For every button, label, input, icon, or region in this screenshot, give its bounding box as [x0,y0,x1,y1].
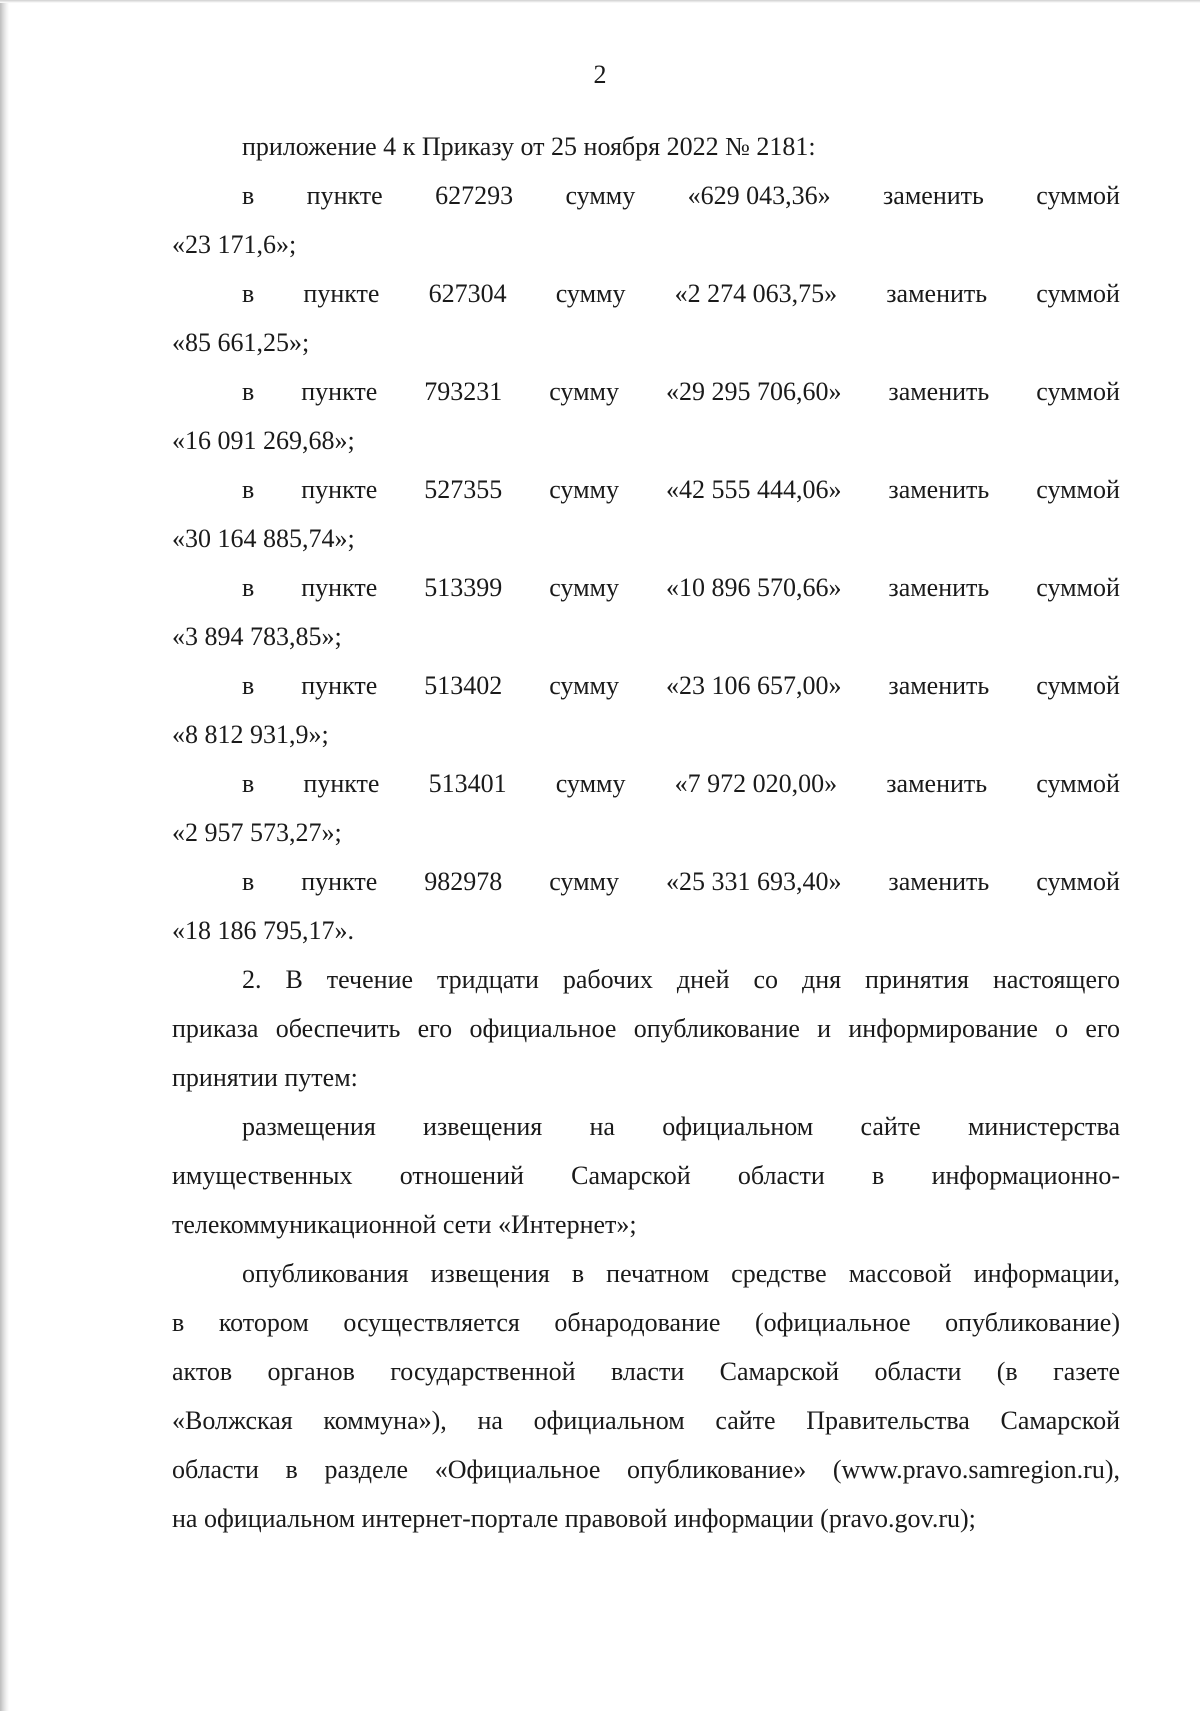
word-v: в [242,671,255,700]
amendment-entry [172,465,1120,563]
word-summu: сумму [555,279,626,308]
word-summoi: суммой [1036,377,1120,406]
amendment-line [172,367,1120,416]
old-sum: «10 896 570,66» [665,573,842,602]
word-punkte: пункте [301,377,378,406]
amendment-entry [172,367,1120,465]
word-punkte: пункте [303,769,380,798]
amendment-line [172,661,1120,710]
text-line: имущественных отношений Самарской области в информационно- [172,1161,1120,1190]
amendment-line [172,563,1120,612]
amendment-entry [172,269,1120,367]
amendment-line [172,857,1120,906]
new-sum: «8 812 931,9»; [172,720,329,749]
word-v: в [242,867,255,896]
page-number: 2 [593,60,607,89]
new-sum: «85 661,25»; [172,328,310,357]
new-sum: «23 171,6»; [172,230,297,259]
new-sum: «2 957 573,27»; [172,818,342,847]
new-sum: «3 894 783,85»; [172,622,342,651]
old-sum: «23 106 657,00» [665,671,842,700]
new-sum: «18 186 795,17». [172,916,354,945]
word-v: в [242,279,255,308]
word-zamenit: заменить [888,573,990,602]
word-summu: сумму [549,671,619,700]
text-line: принятии путем: [172,1063,358,1092]
item-number: 982978 [424,867,503,896]
word-summoi: суммой [1036,769,1120,798]
amendment-line [172,465,1120,514]
amendment-entry [172,661,1120,759]
word-v: в [242,573,255,602]
word-punkte: пункте [303,279,380,308]
word-zamenit: заменить [886,769,988,798]
word-summoi: суммой [1036,671,1120,700]
word-punkte: пункте [306,181,383,210]
text-line: 2. В течение тридцати рабочих дней со дня принятия настоящего [242,965,1120,994]
amendment-entry [172,759,1120,857]
text-line: «Волжская коммуна»), на официальном сайте Правительства Самарской [172,1406,1120,1435]
item-number: 513401 [428,769,507,798]
text-line: телекоммуникационной сети «Интернет»; [172,1210,637,1239]
amendment-line [172,269,1120,318]
old-sum: «25 331 693,40» [665,867,842,896]
word-summu: сумму [549,475,619,504]
intro-line: приложение 4 к Приказу от 25 ноября 2022 № 2181: [242,132,816,161]
word-summu: сумму [549,573,619,602]
word-zamenit: заменить [883,181,984,210]
new-sum: «30 164 885,74»; [172,524,355,553]
word-v: в [242,769,255,798]
amendment-entry [172,857,1120,955]
word-summoi: суммой [1036,279,1120,308]
item-number: 527355 [424,475,503,504]
text-line: приказа обеспечить его официальное опубликование и информирование о его [172,1014,1120,1043]
word-punkte: пункте [301,671,378,700]
word-zamenit: заменить [888,377,990,406]
item-number: 793231 [424,377,503,406]
item-number: 627293 [435,181,514,210]
word-summoi: суммой [1036,475,1120,504]
word-summu: сумму [565,181,636,210]
word-summu: сумму [549,377,619,406]
item-number: 513402 [424,671,503,700]
item-number: 513399 [424,573,503,602]
word-summu: сумму [549,867,619,896]
text-line: в котором осуществляется обнародование (официальное опубликование) [172,1308,1120,1337]
word-punkte: пункте [301,867,378,896]
text-line: размещения извещения на официальном сайте министерства [242,1112,1120,1141]
amendment-entry [172,563,1120,661]
scan-edge-top [0,0,1200,3]
word-punkte: пункте [301,475,378,504]
old-sum: «629 043,36» [687,181,831,210]
old-sum: «29 295 706,60» [665,377,842,406]
old-sum: «42 555 444,06» [665,475,842,504]
old-sum: «7 972 020,00» [674,769,838,798]
old-sum: «2 274 063,75» [674,279,838,308]
text-line: на официальном интернет-портале правовой информации (pravo.gov.ru); [172,1504,976,1533]
paragraph-publication-order [172,955,1120,1102]
word-summoi: суммой [1036,573,1120,602]
word-summu: сумму [555,769,626,798]
amendment-line [172,759,1120,808]
text-line: опубликования извещения в печатном средстве массовой информации, [242,1259,1120,1288]
document-body [172,122,1120,1543]
item-number: 627304 [428,279,507,308]
scan-edge-left [0,0,9,1711]
word-summoi: суммой [1036,181,1120,210]
text-line: актов органов государственной власти Самарской области (в газете [172,1357,1120,1386]
text-line: области в разделе «Официальное опубликование» (www.pravo.samregion.ru), [172,1455,1120,1484]
word-v: в [242,377,255,406]
word-zamenit: заменить [888,671,990,700]
paragraph-print-notice [172,1249,1120,1543]
paragraph-website-notice [172,1102,1120,1249]
new-sum: «16 091 269,68»; [172,426,355,455]
word-zamenit: заменить [888,867,990,896]
word-summoi: суммой [1036,867,1120,896]
word-punkte: пункте [301,573,378,602]
word-v: в [242,475,255,504]
amendment-line [172,171,1120,220]
word-v: в [242,181,255,210]
amendment-entry [172,171,1120,269]
word-zamenit: заменить [888,475,990,504]
word-zamenit: заменить [886,279,988,308]
